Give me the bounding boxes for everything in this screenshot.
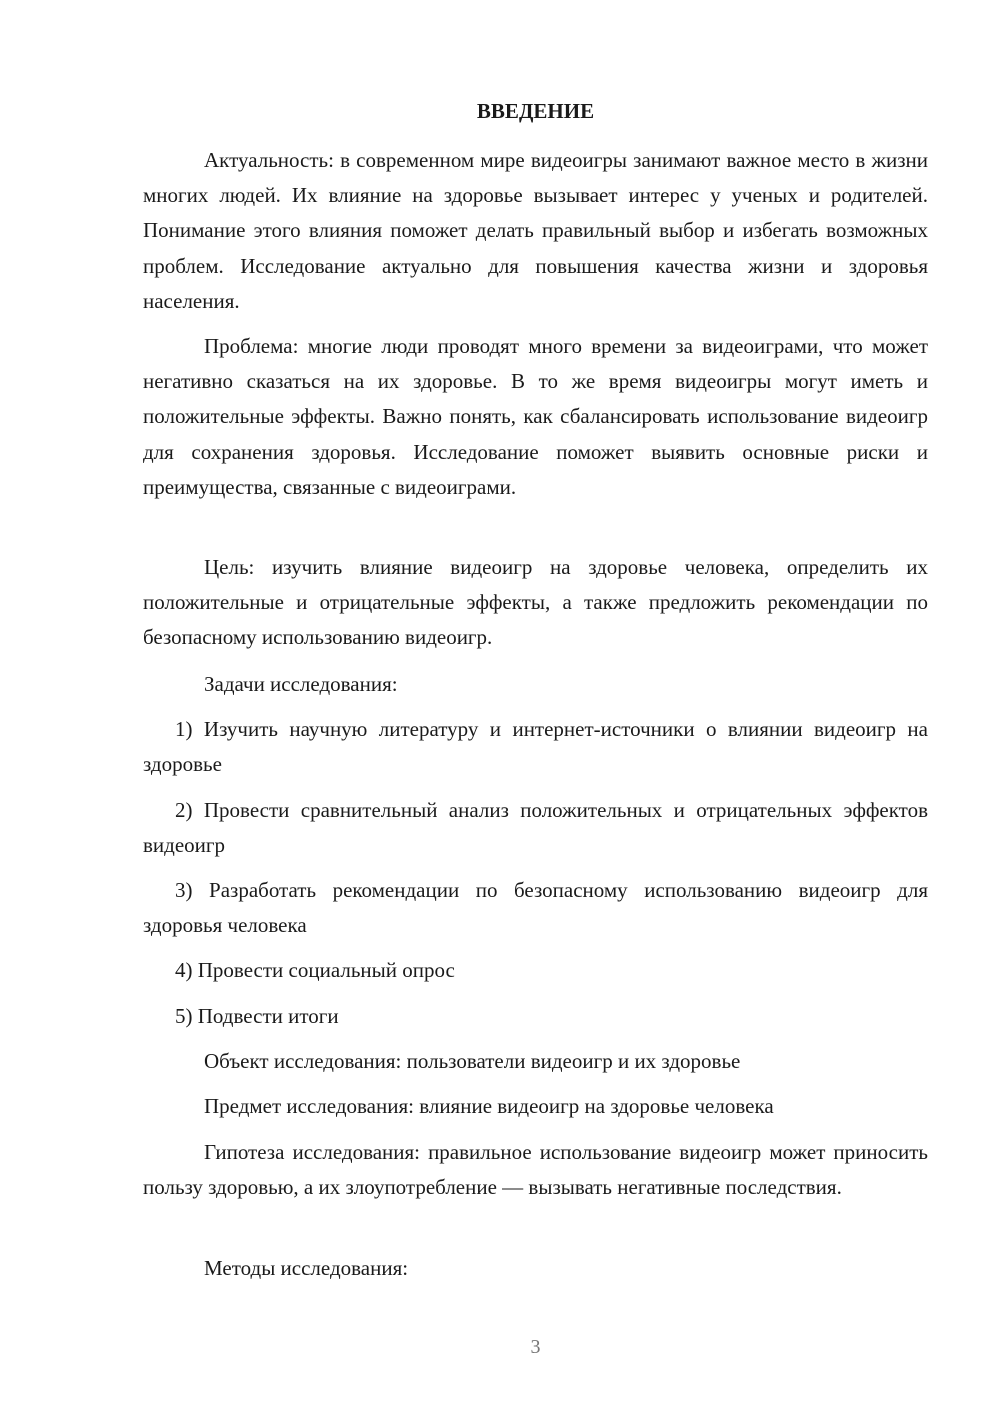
document-page	[143, 0, 928, 1414]
research-hypothesis: Гипотеза исследования: правильное использование видеоигр может приносить пользу здоровью, а их злоупотребление — вызывать негативные последствия.	[143, 1140, 928, 1200]
goal-paragraph: Цель: изучить влияние видеоигр на здоровье человека, определить их положительные и отрицательные эффекты, а также предложить рекомендации по безопасному использованию видеоигр.	[143, 555, 928, 650]
research-methods: Методы исследования:	[204, 1256, 409, 1280]
research-subject: Предмет исследования: влияние видеоигр на здоровье человека	[204, 1094, 774, 1118]
research-object: Объект исследования: пользователи видеоигр и их здоровье	[204, 1049, 741, 1073]
tasks-heading: Задачи исследования:	[204, 672, 398, 696]
task-item-4: 4) Провести социальный опрос	[175, 958, 455, 982]
task-item-2: 2) Провести сравнительный анализ положительных и отрицательных эффектов видеоигр	[143, 798, 928, 858]
section-title: ВВЕДЕНИЕ	[476, 99, 595, 123]
page-number: 3	[530, 1336, 541, 1358]
task-item-5: 5) Подвести итоги	[175, 1004, 339, 1028]
task-item-3: 3) Разработать рекомендации по безопасному использованию видеоигр для здоровья человека	[143, 878, 928, 938]
relevance-paragraph: Актуальность: в современном мире видеоигры занимают важное место в жизни многих людей. Их влияние на здоровье вызывает интерес у ученых и родителей. Понимание этого влияния поможет делать правильный выбор и избегать возможных проблем. Исследование актуально для повышения качества жизни и здоровья населения.	[143, 148, 928, 313]
task-item-1: 1) Изучить научную литературу и интернет-источники о влиянии видеоигр на здоровье	[143, 717, 928, 777]
problem-paragraph: Проблема: многие люди проводят много времени за видеоиграми, что может негативно сказаться на их здоровье. В то же время видеоигры могут иметь и положительные эффекты. Важно понять, как сбалансировать использование видеоигр для сохранения здоровья. Исследование поможет выявить основные риски и преимущества, связанные с видеоиграми.	[143, 334, 928, 499]
